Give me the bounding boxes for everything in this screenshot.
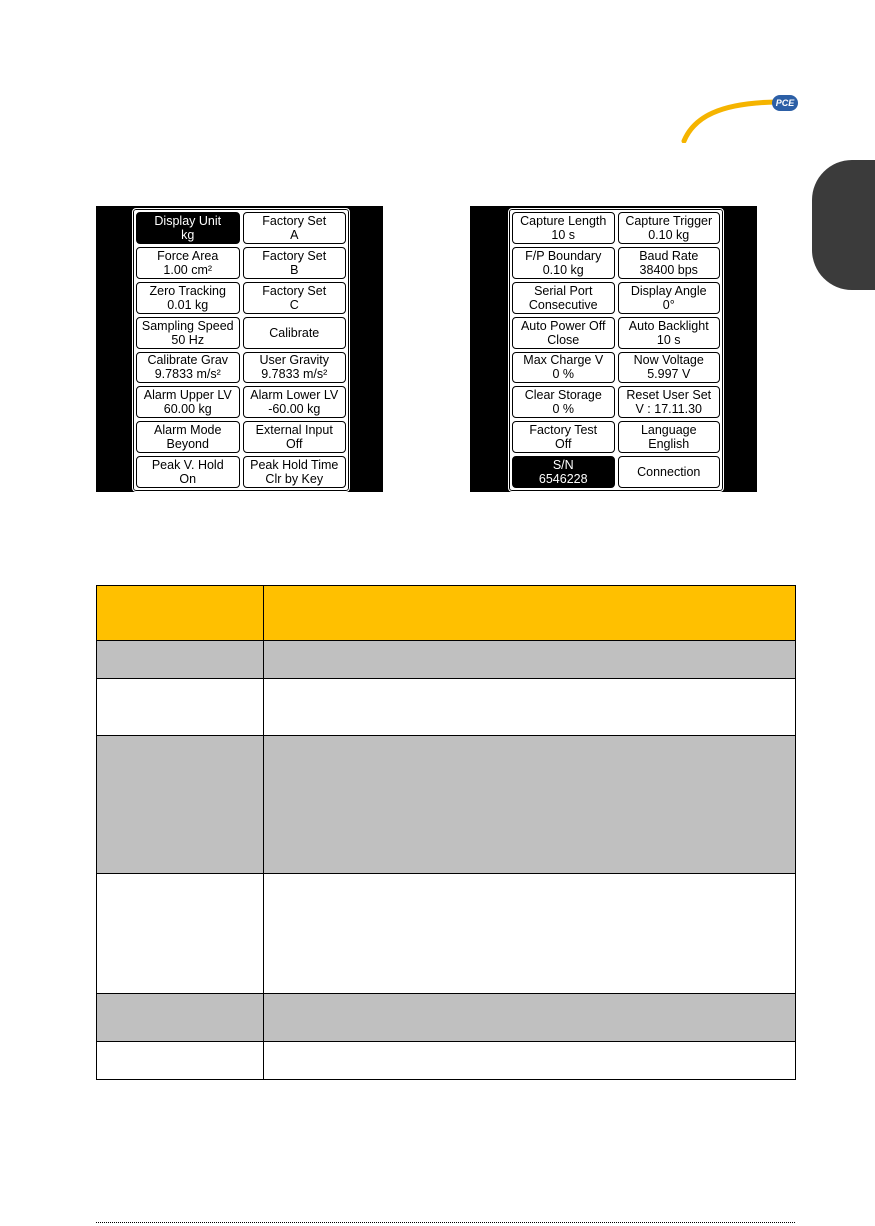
menu-cell-label: Factory Set: [262, 213, 327, 228]
left-menu-cell[interactable]: [243, 317, 347, 349]
menu-cell-value: Close: [547, 332, 580, 347]
menu-cell-label: Capture Length: [520, 213, 607, 228]
footer-divider: [96, 1222, 795, 1223]
table-cell: [264, 641, 796, 679]
menu-cell-value: -60.00 kg: [268, 402, 321, 417]
left-menu-cell[interactable]: [136, 352, 240, 384]
menu-cell-label: Calibrate: [269, 325, 320, 340]
left-menu-cell[interactable]: [243, 456, 347, 488]
table-cell: [264, 1042, 796, 1080]
menu-cell-label: Language: [640, 423, 697, 438]
right-menu-cell[interactable]: [512, 421, 615, 453]
menu-cell-value: Off: [555, 437, 572, 452]
menu-cell-value: C: [289, 297, 299, 312]
menu-cell-label: Max Charge V: [523, 353, 604, 368]
right-menu-cell[interactable]: [618, 282, 721, 314]
menu-cell-value: 10 s: [656, 332, 681, 347]
menu-cell-label: Peak V. Hold: [151, 458, 224, 473]
table-cell: [97, 679, 264, 736]
settings-grid-left: [136, 212, 346, 488]
left-menu-cell[interactable]: [136, 212, 240, 244]
table-header-cell: [97, 586, 264, 641]
settings-panel-left: [132, 208, 350, 492]
menu-cell-value: On: [179, 472, 197, 487]
menu-cell-value: English: [648, 437, 690, 452]
table-row: [97, 874, 796, 994]
right-menu-cell[interactable]: [512, 317, 615, 349]
menu-cell-label: Peak Hold Time: [250, 458, 339, 473]
menu-cell-label: Reset User Set: [626, 388, 712, 403]
device-screen-right: [470, 206, 757, 492]
right-menu-cell[interactable]: [512, 282, 615, 314]
table-row: [97, 641, 796, 679]
settings-panel-right: [508, 208, 724, 492]
right-menu-cell[interactable]: [618, 247, 721, 279]
menu-cell-label: External Input: [255, 423, 333, 438]
menu-cell-value: 38400 bps: [639, 262, 698, 277]
menu-cell-label: Display Unit: [154, 213, 222, 228]
menu-cell-label: Clear Storage: [524, 388, 602, 403]
menu-cell-value: kg: [181, 227, 195, 242]
menu-cell-label: Auto Power Off: [520, 318, 606, 333]
menu-cell-label: Alarm Upper LV: [143, 388, 232, 403]
table-cell: [97, 874, 264, 994]
menu-cell-label: Sampling Speed: [141, 318, 234, 333]
right-menu-cell[interactable]: [618, 212, 721, 244]
menu-cell-value: Clr by Key: [265, 472, 324, 487]
table-cell: [264, 994, 796, 1042]
table-cell: [264, 736, 796, 874]
menu-cell-value: 1.00 cm²: [163, 262, 213, 277]
left-menu-cell[interactable]: [136, 456, 240, 488]
right-menu-cell[interactable]: [618, 317, 721, 349]
left-menu-cell[interactable]: [136, 317, 240, 349]
settings-description-table: [96, 585, 796, 1080]
left-menu-cell[interactable]: [243, 352, 347, 384]
menu-cell-label: Calibrate Grav: [147, 353, 229, 368]
right-menu-cell[interactable]: [618, 421, 721, 453]
menu-cell-value: 10 s: [551, 227, 576, 242]
table-row: [97, 994, 796, 1042]
menu-cell-label: Serial Port: [534, 283, 593, 298]
menu-cell-value: 9.7833 m/s²: [154, 367, 221, 382]
table-header-cell: [264, 586, 796, 641]
menu-cell-label: User Gravity: [259, 353, 329, 368]
settings-grid-right: [512, 212, 720, 488]
right-menu-cell[interactable]: [618, 456, 721, 488]
left-menu-cell[interactable]: [243, 247, 347, 279]
table-header-row: [97, 586, 796, 641]
menu-cell-value: 0 %: [552, 367, 575, 382]
menu-cell-value: B: [290, 262, 299, 277]
menu-cell-value: A: [290, 227, 299, 242]
table-cell: [97, 641, 264, 679]
left-menu-cell[interactable]: [136, 247, 240, 279]
table-cell: [97, 736, 264, 874]
menu-cell-value: 0 %: [552, 402, 575, 417]
right-menu-cell[interactable]: [618, 352, 721, 384]
right-menu-cell[interactable]: [618, 386, 721, 418]
table-cell: [264, 679, 796, 736]
right-menu-cell[interactable]: [512, 456, 615, 488]
left-menu-cell[interactable]: [136, 282, 240, 314]
menu-cell-label: S/N: [552, 458, 574, 473]
menu-cell-label: Factory Set: [262, 248, 327, 263]
menu-cell-label: Connection: [637, 465, 701, 480]
menu-cell-label: Auto Backlight: [628, 318, 709, 333]
left-menu-cell[interactable]: [136, 421, 240, 453]
menu-cell-label: Alarm Lower LV: [250, 388, 339, 403]
menu-cell-label: Display Angle: [630, 283, 707, 298]
left-menu-cell[interactable]: [243, 421, 347, 453]
side-tab-marker: [812, 160, 875, 290]
menu-cell-value: Off: [286, 437, 303, 452]
right-menu-cell[interactable]: [512, 352, 615, 384]
left-menu-cell[interactable]: [243, 212, 347, 244]
left-menu-cell[interactable]: [243, 386, 347, 418]
menu-cell-value: V : 17.11.30: [635, 402, 702, 417]
menu-cell-label: Force Area: [157, 248, 219, 263]
menu-cell-value: Consecutive: [528, 297, 598, 312]
menu-cell-label: Zero Tracking: [149, 283, 226, 298]
menu-cell-label: Now Voltage: [633, 353, 704, 368]
menu-cell-label: Capture Trigger: [625, 213, 713, 228]
menu-cell-value: 6546228: [538, 472, 588, 487]
left-menu-cell[interactable]: [243, 282, 347, 314]
table-cell: [97, 1042, 264, 1080]
menu-cell-label: F/P Boundary: [525, 248, 602, 263]
menu-cell-label: Baud Rate: [639, 248, 699, 263]
pce-logo: [680, 95, 810, 143]
menu-cell-value: 9.7833 m/s²: [261, 367, 328, 382]
left-menu-cell[interactable]: [136, 386, 240, 418]
menu-cell-value: 0.01 kg: [167, 297, 209, 312]
right-menu-cell[interactable]: [512, 212, 615, 244]
right-menu-cell[interactable]: [512, 247, 615, 279]
table-row: [97, 1042, 796, 1080]
menu-cell-label: Factory Set: [262, 283, 327, 298]
table-cell: [264, 874, 796, 994]
menu-cell-value: 5.997 V: [647, 367, 691, 382]
table-row: [97, 736, 796, 874]
table-body: [97, 641, 796, 1080]
menu-cell-value: 60.00 kg: [163, 402, 212, 417]
table-cell: [97, 994, 264, 1042]
table-row: [97, 679, 796, 736]
device-screen-left: [96, 206, 383, 492]
right-menu-cell[interactable]: [512, 386, 615, 418]
menu-cell-value: 0°: [662, 297, 675, 312]
menu-cell-label: Factory Test: [529, 423, 598, 438]
menu-cell-value: 0.10 kg: [542, 262, 584, 277]
menu-cell-value: 0.10 kg: [648, 227, 690, 242]
menu-cell-label: Alarm Mode: [154, 423, 222, 438]
logo-badge: PCE: [772, 95, 798, 111]
menu-cell-value: Beyond: [166, 437, 209, 452]
menu-cell-value: 50 Hz: [171, 332, 205, 347]
